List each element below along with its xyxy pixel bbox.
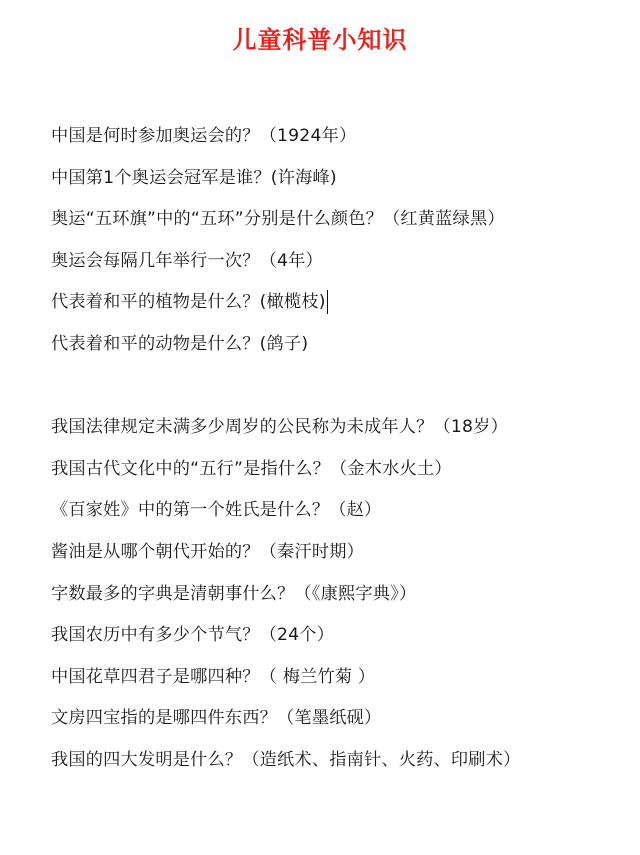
- qa-item-five-elements: 我国古代文化中的“五行”是指什么？（金木水火土）: [51, 458, 452, 479]
- qa-item-soy-sauce: 酱油是从哪个朝代开始的？（秦汗时期）: [51, 541, 364, 562]
- qa-item-first-champion: 中国第1个奥运会冠军是谁？(许海峰): [51, 167, 337, 188]
- qa-item-peace-animal: 代表着和平的动物是什么？(鸽子): [51, 333, 309, 354]
- qa-item-olympic-interval: 奥运会每隔几年举行一次？（4年）: [51, 250, 323, 271]
- page-title: 儿童科普小知识: [232, 26, 408, 54]
- qa-item-four-treasures: 文房四宝指的是哪四件东西？（笔墨纸砚）: [51, 708, 382, 729]
- qa-item-first-surname: 《百家姓》中的第一个姓氏是什么？（赵）: [51, 500, 382, 521]
- qa-list: [51, 116, 591, 782]
- text-cursor: [327, 290, 329, 314]
- qa-item-olympic-rings: 奥运“五环旗”中的“五环”分别是什么颜色？（红黄蓝绿黑）: [51, 209, 505, 230]
- qa-item-four-gentlemen: 中国花草四君子是哪四种？（ 梅兰竹菊 ）: [51, 666, 376, 687]
- qa-item-peace-plant: [51, 282, 591, 324]
- qa-item-olympics-year: 中国是何时参加奥运会的？（1924年）: [51, 126, 357, 146]
- qa-item-minor-age: 我国法律规定未满多少周岁的公民称为未成年人？（18岁）: [51, 417, 508, 438]
- qa-item-four-inventions: 我国的四大发明是什么？（造纸术、指南针、火药、印刷术）: [51, 749, 521, 770]
- qa-item-largest-dictionary: 字数最多的字典是清朝事什么？（《康熙字典》）: [51, 583, 417, 604]
- section-gap: [51, 366, 591, 408]
- qa-item-peace-plant-text: 代表着和平的植物是什么？(橄榄枝): [51, 292, 326, 313]
- qa-item-solar-terms: 我国农历中有多少个节气？（24个）: [51, 625, 335, 646]
